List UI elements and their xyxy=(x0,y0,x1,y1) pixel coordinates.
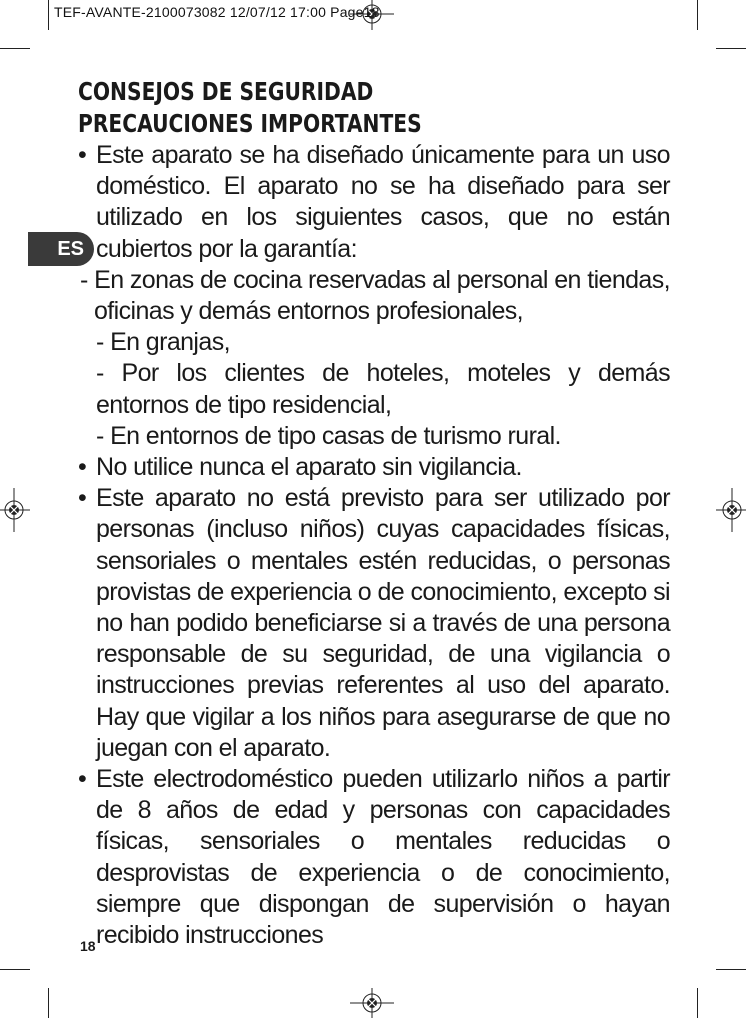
crop-mark-top-right-v xyxy=(697,0,698,30)
crop-mark-top-left-h xyxy=(0,48,30,49)
registration-mark-left-icon xyxy=(0,488,30,532)
crop-mark-bottom-left-v xyxy=(48,988,49,1018)
paragraph-domestic-use: • Este aparato se ha diseñado únicamente para un uso doméstico. El aparato no se ha diseñado para ser utilizado en los siguientes casos, que no están cubiertos por la garantía: xyxy=(78,140,670,265)
print-slug: TEF-AVANTE-2100073082 12/07/12 17:00 Page18 xyxy=(54,4,380,20)
document-body xyxy=(78,76,670,951)
crop-mark-bottom-right-v xyxy=(697,988,698,1018)
registration-mark-right-icon xyxy=(716,488,746,532)
paragraph-rural-tourism: - En entornos de tipo casas de turismo rural. xyxy=(96,421,561,450)
paragraph-professional-kitchens: - En zonas de cocina reservadas al personal en tiendas, oficinas y demás entornos profesionales, xyxy=(80,265,670,326)
paragraph-children-8-years: • Este electrodoméstico pueden utilizarlo niños a partir de 8 años de edad y personas con capacidades físicas, sensoriales o mentales reducidas o desprovistas de experiencia o de conocimiento, siempre que dispongan de supervisión o hayan recibido instrucciones xyxy=(78,764,670,951)
registration-mark-bottom-icon xyxy=(350,988,394,1018)
section-title xyxy=(78,76,611,140)
crop-mark-top-right-h xyxy=(716,48,746,49)
paragraph-reduced-capacities: • Este aparato no está previsto para ser utilizado por personas (incluso niños) cuyas capacidades físicas, sensoriales o mentales estén reducidas, o personas provistas de experiencia o de conocimiento, excepto si no han podido beneficiarse si a través de una persona responsable de su seguridad, de una vigilancia o instrucciones previas referentes al uso del aparato. Hay que vigilar a los niños para asegurarse de que no juegan con el aparato. xyxy=(78,483,670,764)
section-title-line-2: PRECAUCIONES IMPORTANTES xyxy=(78,109,422,138)
language-tab: ES xyxy=(28,232,94,266)
page-number: 18 xyxy=(80,938,96,954)
paragraph-farms: - En granjas, xyxy=(96,328,230,357)
crop-mark-bottom-left-h xyxy=(0,969,30,970)
section-title-line-1: CONSEJOS DE SEGURIDAD xyxy=(78,77,374,106)
paragraph-hotels: - Por los clientes de hoteles, moteles y demás entornos de tipo residencial, xyxy=(96,359,670,419)
paragraph-supervision: • No utilice nunca el aparato sin vigilancia. xyxy=(78,452,670,483)
crop-mark-top-left-v xyxy=(48,0,49,30)
crop-mark-bottom-right-h xyxy=(716,969,746,970)
